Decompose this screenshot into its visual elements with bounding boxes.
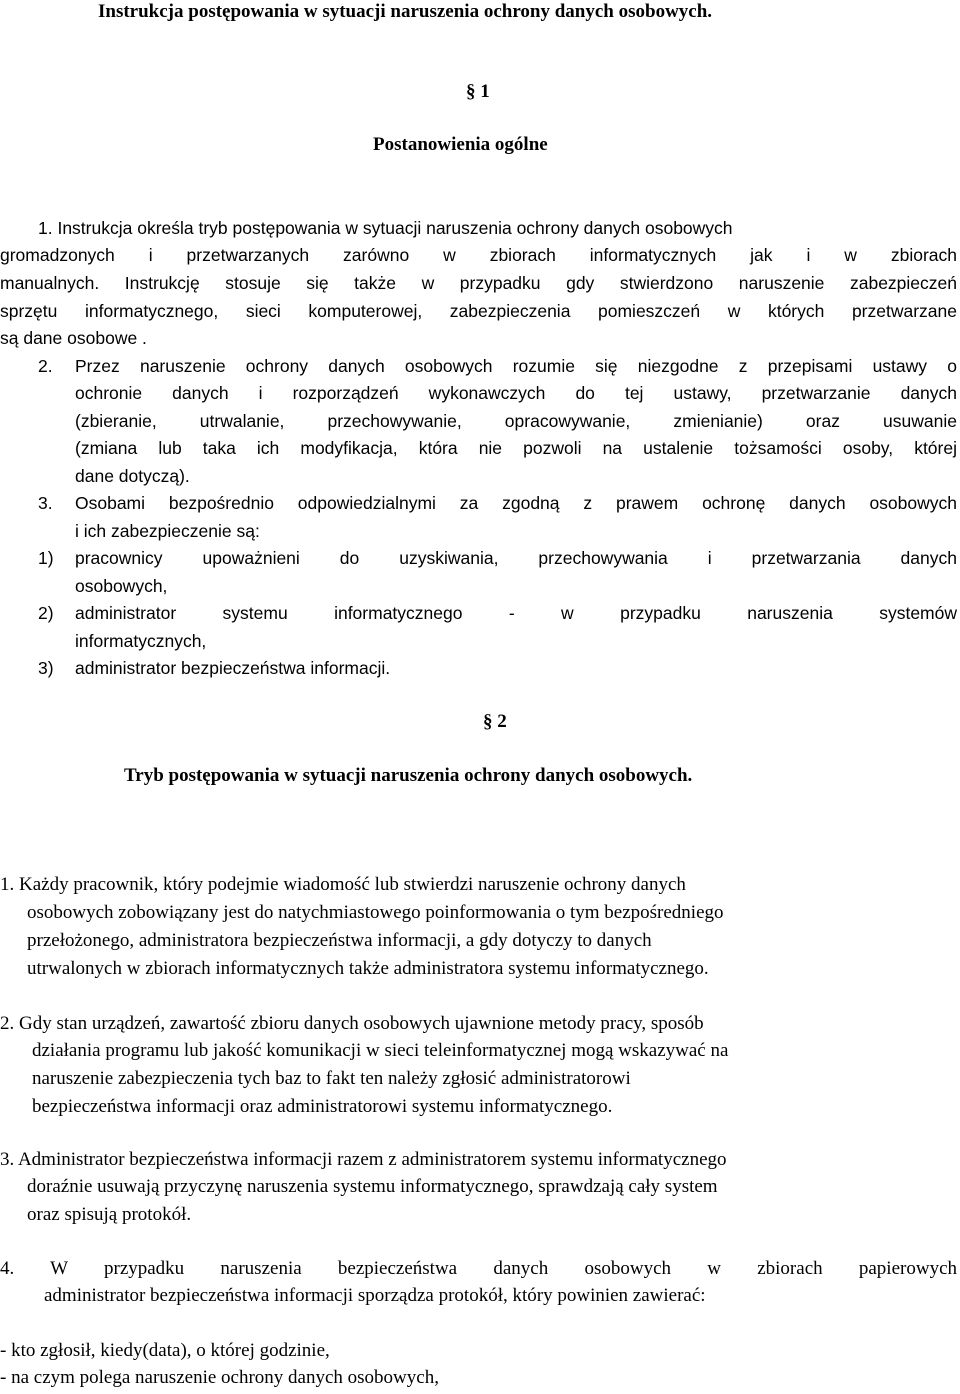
- s1-p3-line-1: Osobami bezpośrednio odpowiedzialnymi za zgodną z prawem ochronę danych osobowych: [75, 493, 957, 513]
- s2-item-3-line-1: 3. Administrator bezpieczeństwa informacji razem z administratorem systemu informatycznego: [0, 1149, 727, 1170]
- list-item-2-line-2: informatycznych,: [75, 631, 207, 651]
- list-item-1-line-1: pracownicy upoważnieni do uzyskiwania, przechowywania i przetwarzania danych: [75, 548, 957, 568]
- section-1-number: § 1: [466, 81, 490, 102]
- s2-item-3-line-2: doraźnie usuwają przyczynę naruszenia systemu informatycznego, sprawdzają cały system: [27, 1176, 718, 1197]
- list-item-1-line-2: osobowych,: [75, 576, 168, 596]
- dash-item-1: - kto zgłosił, kiedy(data), o której godzinie,: [0, 1340, 330, 1361]
- s2-item-2-line-2: działania programu lub jakość komunikacji w sieci teleinformatycznej mogą wskazywać na: [32, 1040, 729, 1061]
- s2-item-1-line-1: 1. Każdy pracownik, który podejmie wiadomość lub stwierdzi naruszenie ochrony danych: [0, 874, 686, 895]
- s1-p3-number: 3.: [38, 493, 53, 513]
- section-2-number: § 2: [483, 711, 507, 732]
- s1-p2-line-1: Przez naruszenie ochrony danych osobowych rozumie się niezgodne z przepisami ustawy o: [75, 356, 957, 376]
- list-item-3-line-1: administrator bezpieczeństwa informacji.: [75, 658, 391, 678]
- list-marker-1: 1): [38, 548, 54, 568]
- dash-item-2: - na czym polega naruszenie ochrony danych osobowych,: [0, 1367, 439, 1388]
- s2-item-1-line-3: przełożonego, administratora bezpieczeństwa informacji, a gdy dotyczy to danych: [27, 930, 652, 951]
- s1-p1-line-2: gromadzonych i przetwarzanych zarówno w zbiorach informatycznych jak i w zbiorach: [0, 245, 957, 265]
- s2-item-3-line-3: oraz spisują protokół.: [27, 1204, 192, 1225]
- list-item-2-line-1: administrator systemu informatycznego - w przypadku naruszenia systemów: [75, 603, 957, 623]
- s1-p1-line-5: są dane osobowe .: [0, 328, 147, 348]
- s2-item-2-line-3: naruszenie zabezpieczenia tych baz to fakt ten należy zgłosić administratorowi: [32, 1068, 631, 1089]
- section-2-heading: Tryb postępowania w sytuacji naruszenia ochrony danych osobowych.: [124, 765, 693, 786]
- s2-item-2-line-4: bezpieczeństwa informacji oraz administratorowi systemu informatycznego.: [32, 1096, 613, 1117]
- s1-p2-line-3: (zbieranie, utrwalanie, przechowywanie, opracowywanie, zmienianie) oraz usuwanie: [75, 411, 957, 431]
- document-title: Instrukcja postępowania w sytuacji naruszenia ochrony danych osobowych.: [98, 1, 713, 22]
- s2-item-1-line-2: osobowych zobowiązany jest do natychmiastowego poinformowania o tym bezpośredniego: [27, 902, 724, 923]
- s1-p1-line-3: manualnych. Instrukcję stosuje się także w przypadku gdy stwierdzono naruszenie zabezpieczeń: [0, 273, 957, 293]
- section-1-heading: Postanowienia ogólne: [373, 134, 548, 155]
- s2-item-4-line-2: administrator bezpieczeństwa informacji sporządza protokół, który powinien zawierać:: [44, 1285, 706, 1306]
- s1-p1-line-4: sprzętu informatycznego, sieci komputerowej, zabezpieczenia pomieszczeń w których przetwarzane: [0, 301, 957, 321]
- list-marker-3: 3): [38, 658, 54, 678]
- list-marker-2: 2): [38, 603, 54, 623]
- s1-p2-number: 2.: [38, 356, 53, 376]
- s1-p1-line-1: 1. Instrukcja określa tryb postępowania w sytuacji naruszenia ochrony danych osobowych: [38, 218, 733, 238]
- s2-item-2-line-1: 2. Gdy stan urządzeń, zawartość zbioru danych osobowych ujawnione metody pracy, sposób: [0, 1013, 704, 1034]
- s1-p2-line-4: (zmiana lub taka ich modyfikacja, która nie pozwoli na ustalenie tożsamości osoby, której: [75, 438, 957, 458]
- s2-item-4-line-1: 4. W przypadku naruszenia bezpieczeństwa danych osobowych w zbiorach papierowych: [0, 1258, 957, 1279]
- s1-p2-line-2: ochronie danych i rozporządzeń wykonawczych do tej ustawy, przetwarzanie danych: [75, 383, 957, 403]
- s1-p2-line-5: dane dotyczą).: [75, 466, 190, 486]
- s1-p3-line-2: i ich zabezpieczenie są:: [75, 521, 260, 541]
- s2-item-1-line-4: utrwalonych w zbiorach informatycznych także administratora systemu informatycznego.: [27, 958, 709, 979]
